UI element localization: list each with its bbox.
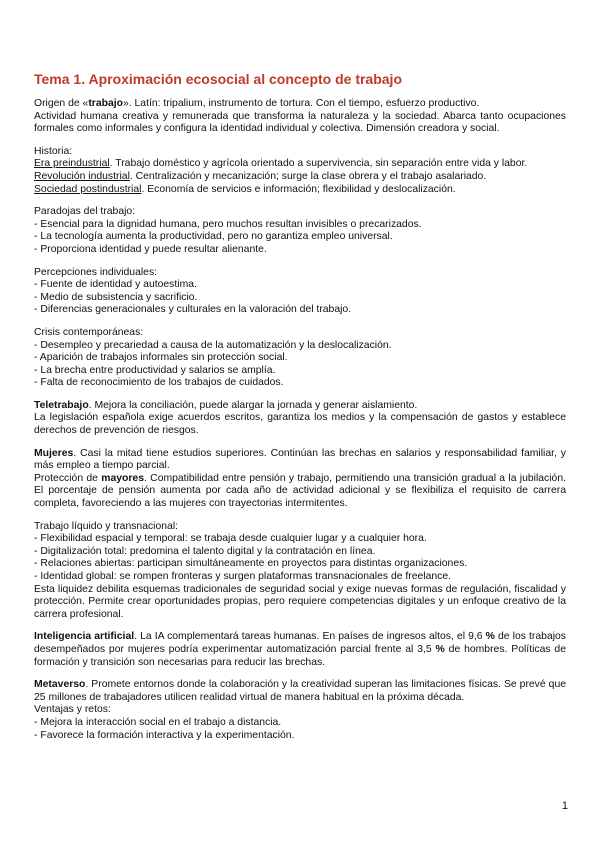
women-section [34, 448, 566, 511]
page-number: 1 [561, 800, 568, 812]
page-title: Tema 1. Aproximación ecosocial al concepto de trabajo [34, 71, 402, 87]
ai-paragraph: Inteligencia artificial. La IA complementará tareas humanas. En países de ingresos altos, el 9,6 % de los trabajos desempeñados por mujeres podría experimentar automatización parcial frente al 3,5 % de hombres. Políticas de formación y transición son necesarias para reducir las brechas. [34, 631, 566, 668]
list-item: - Proporciona identidad y puede resultar alienante. [34, 243, 267, 255]
telework-legislation: La legislación española exige acuerdos escritos, garantiza los medios y la compensación de gastos y establece derechos de prevención de riesgos. [34, 412, 566, 437]
list-item: - La tecnología aumenta la productividad, pero no garantiza empleo universal. [34, 231, 393, 243]
list-item: - Flexibilidad espacial y temporal: se trabaja desde cualquier lugar y a cualquier hora. [34, 533, 427, 545]
crisis-heading: Crisis contemporáneas: [34, 326, 144, 338]
perceptions-section [34, 267, 566, 317]
history-item: Era preindustrial. Trabajo doméstico y agrícola orientado a supervivencia, sin separación entre vida y labor. [34, 158, 528, 170]
women-line: Mujeres. Casi la mitad tiene estudios superiores. Continúan las brechas en salarios y responsabilidad familiar, y más empleo a tiempo parcial. [34, 447, 566, 472]
elders-line: Protección de mayores. Compatibilidad entre pensión y trabajo, permitiendo una transición gradual a la jubilación. El porcentaje de pensión aumenta por cada año de actividad adicional y se flexibiliza el requisito de carrera completa, favoreciendo a las mujeres con trayectorias intermitentes. [34, 472, 566, 510]
history-heading: Historia: [34, 145, 73, 157]
list-item: - Fuente de identidad y autoestima. [34, 279, 197, 291]
metaverse-heading: Ventajas y retos: [34, 704, 111, 716]
list-item: - Aparición de trabajos informales sin protección social. [34, 352, 288, 364]
paradoxes-heading: Paradojas del trabajo: [34, 206, 136, 218]
origin-definition: Actividad humana creativa y remunerada que transforma la naturaleza y la sociedad. Abarca tanto ocupaciones formales como informales y configura la identidad individual y colectiva. Dimensión creadora y social. [34, 110, 566, 135]
telework-section [34, 400, 566, 438]
crisis-section [34, 327, 566, 390]
list-item: - Identidad global: se rompen fronteras y surgen plataformas transnacionales de freelance. [34, 571, 452, 582]
list-item: - Diferencias generacionales y culturales en la valoración del trabajo. [34, 304, 352, 316]
document-page [34, 70, 566, 752]
list-item: - Mejora la interacción social en el trabajo a distancia. [34, 716, 282, 728]
perceptions-heading: Percepciones individuales: [34, 266, 158, 278]
list-item: - Relaciones abiertas: participan simultáneamente en proyectos para distintas organizaciones. [34, 558, 468, 570]
origin-section [34, 98, 566, 136]
paradoxes-section [34, 206, 566, 256]
metaverse-section [34, 679, 566, 742]
list-item: - Favorece la formación interactiva y la experimentación. [34, 729, 295, 741]
list-item: - Falta de reconocimiento de los trabajos de cuidados. [34, 377, 284, 389]
ai-section [34, 631, 566, 669]
liquid-closing: Esta liquidez debilita esquemas tradicionales de seguridad social y exige nuevas formas de regulación, fiscalidad y protección. Permite crear oportunidades propias, pero requiere competencias digitales y un enfoque creativo de la carrera profesional. [34, 583, 566, 620]
list-item: - Medio de subsistencia y sacrificio. [34, 291, 198, 303]
origin-line: Origen de «trabajo». Latín: tripalium, instrumento de tortura. Con el tiempo, esfuerzo productivo. [34, 98, 480, 109]
history-item: Sociedad postindustrial. Economía de servicios e información; flexibilidad y deslocalización. [34, 183, 456, 195]
telework-line: Teletrabajo. Mejora la conciliación, puede alargar la jornada y generar aislamiento. [34, 399, 418, 411]
metaverse-line: Metaverso. Promete entornos donde la colaboración y la creatividad superan las limitaciones físicas. Se prevé que 25 millones de trabajadores utilicen realidad virtual de manera habitual en la próxima década. [34, 679, 566, 703]
history-section [34, 146, 566, 196]
liquid-heading: Trabajo líquido y transnacional: [34, 520, 179, 532]
list-item: - Desempleo y precariedad a causa de la automatización y la deslocalización. [34, 339, 392, 351]
history-item: Revolución industrial. Centralización y mecanización; surge la clase obrera y el trabajo asalariado. [34, 170, 487, 182]
list-item: - La brecha entre productividad y salarios se amplía. [34, 364, 276, 376]
list-item: - Digitalización total: predomina el talento digital y la contratación en línea. [34, 545, 376, 557]
list-item: - Esencial para la dignidad humana, pero muchos resultan invisibles o precarizados. [34, 218, 422, 230]
liquid-work-section [34, 521, 566, 622]
